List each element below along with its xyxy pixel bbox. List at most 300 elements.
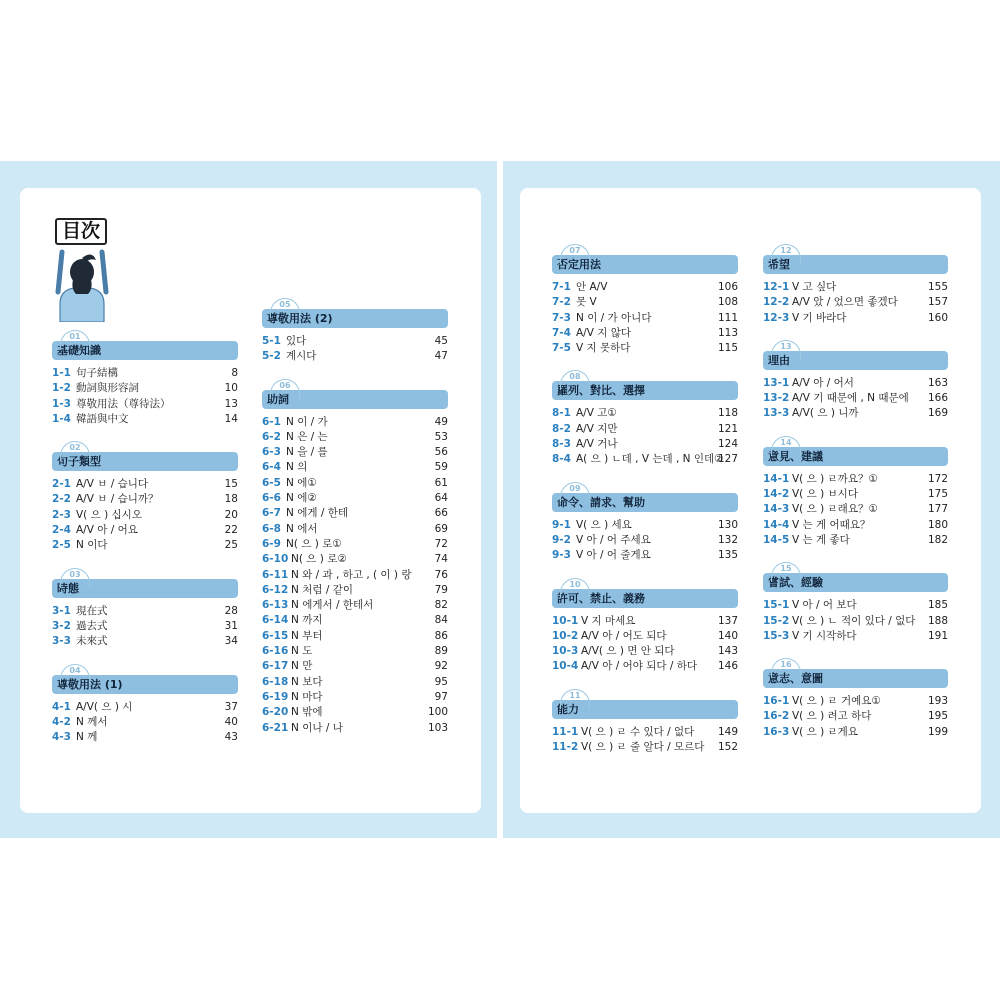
entry-page-number: 115 <box>717 342 738 355</box>
entry-number: 1-3 <box>52 397 71 410</box>
toc-entry[interactable] <box>763 502 948 517</box>
entry-number: 3-1 <box>52 604 71 617</box>
entry-number: 6-8 <box>262 522 281 535</box>
entry-title: N 이나 / 나 <box>291 721 343 734</box>
toc-entry[interactable] <box>552 295 738 310</box>
entry-number: 8-2 <box>552 422 571 435</box>
toc-entry[interactable] <box>262 613 448 628</box>
entry-title: N( 으 ) 로① <box>286 537 342 550</box>
toc-section <box>52 441 238 553</box>
entry-number: 10-4 <box>552 660 579 673</box>
entry-number: 6-5 <box>262 476 281 489</box>
entry-page-number: 15 <box>224 478 238 491</box>
toc-entry[interactable] <box>262 675 448 690</box>
entry-title: A( 으 ) ㄴ데 , V 는데 , N 인데② <box>576 453 724 466</box>
entry-title: V( 으 ) ㄹ 줄 알다 / 모르다 <box>581 741 705 754</box>
section-number-tab <box>771 244 801 255</box>
toc-entry[interactable] <box>763 472 948 487</box>
entry-page-number: 195 <box>927 710 948 723</box>
entry-title: A/V ㅂ / 습니까？ <box>76 493 159 506</box>
toc-entry[interactable] <box>763 629 948 644</box>
toc-entry[interactable] <box>262 644 448 659</box>
entry-title: 句子結構 <box>76 367 118 379</box>
entry-page-number: 135 <box>717 549 738 562</box>
entry-page-number: 56 <box>434 446 448 459</box>
entry-page-number: 92 <box>434 660 448 673</box>
entry-number: 16-2 <box>763 710 790 723</box>
entry-title: V 는 게 좋다 <box>792 533 850 546</box>
toc-entry[interactable] <box>262 598 448 613</box>
section-title: 希望 <box>763 255 948 274</box>
entry-title: N 만 <box>291 660 313 673</box>
toc-entry[interactable] <box>763 725 948 740</box>
toc-entry[interactable] <box>52 492 238 507</box>
toc-entry[interactable] <box>552 644 738 659</box>
entry-number: 7-2 <box>552 296 571 309</box>
entry-number: 4-3 <box>52 731 71 744</box>
entry-number: 6-6 <box>262 492 281 505</box>
section-number-tab <box>560 689 590 700</box>
entry-page-number: 166 <box>927 392 948 405</box>
entry-title: 尊敬用法（尊待法） <box>76 397 171 410</box>
entry-number: 6-17 <box>262 660 289 673</box>
toc-entry[interactable] <box>262 568 448 583</box>
toc-entry[interactable] <box>552 437 738 452</box>
entry-number: 12-1 <box>763 281 790 293</box>
toc-entry[interactable] <box>763 518 948 533</box>
section-title: 句子類型 <box>52 452 238 471</box>
toc-entry[interactable] <box>262 659 448 674</box>
entry-number: 11-1 <box>552 725 579 738</box>
entry-page-number: 66 <box>434 507 448 520</box>
entry-page-number: 199 <box>927 725 948 738</box>
entry-title: 現在式 <box>76 604 108 617</box>
entry-number: 2-3 <box>52 508 71 521</box>
entry-title: N 부터 <box>291 629 323 642</box>
toc-entry[interactable] <box>262 629 448 644</box>
entry-page-number: 172 <box>927 472 948 485</box>
entry-title: A/V 거나 <box>576 438 618 451</box>
toc-section <box>763 340 948 422</box>
toc-entry[interactable] <box>552 406 738 421</box>
entry-number: 7-3 <box>552 311 571 324</box>
entry-number: 10-3 <box>552 645 579 658</box>
entry-number: 6-9 <box>262 537 281 550</box>
section-number: 08 <box>569 372 581 382</box>
entry-page-number: 89 <box>434 645 448 658</box>
entry-number: 9-3 <box>552 549 571 562</box>
toc-column-left-2 <box>262 298 448 750</box>
section-number-tab <box>771 658 801 669</box>
toc-section <box>262 298 448 365</box>
section-number: 13 <box>780 341 792 351</box>
entry-title: N 도 <box>291 645 313 658</box>
toc-section <box>52 664 238 746</box>
entry-page-number: 175 <box>927 488 948 501</box>
entry-title: V 아 / 어 줄게요 <box>576 549 651 562</box>
toc-entry[interactable] <box>552 422 738 437</box>
entry-title: N 을 / 를 <box>286 446 328 459</box>
entry-title: A/V( 으 ) 시 <box>76 700 133 713</box>
section-items <box>262 334 448 365</box>
entry-page-number: 79 <box>434 583 448 596</box>
entry-number: 12-2 <box>763 296 790 309</box>
toc-entry[interactable] <box>763 709 948 724</box>
entry-page-number: 97 <box>434 690 448 703</box>
entry-title: N 이다 <box>76 539 108 552</box>
toc-entry[interactable] <box>262 552 448 567</box>
section-items <box>763 376 948 422</box>
entry-number: 11-2 <box>552 741 579 754</box>
toc-entry[interactable] <box>763 295 948 310</box>
entry-number: 7-1 <box>552 281 571 293</box>
entry-number: 3-2 <box>52 619 71 632</box>
entry-number: 14-4 <box>763 518 790 531</box>
section-title: 理由 <box>763 351 948 370</box>
entry-page-number: 40 <box>224 715 238 728</box>
entry-page-number: 193 <box>927 695 948 708</box>
toc-entry[interactable] <box>262 721 448 736</box>
entry-title: N 에서 <box>286 522 318 535</box>
entry-number: 1-2 <box>52 382 71 395</box>
entry-page-number: 191 <box>927 629 948 642</box>
toc-section <box>763 436 948 548</box>
toc-entry[interactable] <box>52 397 238 412</box>
entry-number: 1-4 <box>52 412 71 425</box>
entry-title: V 지 못하다 <box>576 342 631 355</box>
entry-number: 2-4 <box>52 524 71 537</box>
entry-page-number: 124 <box>717 438 738 451</box>
section-items <box>763 280 948 326</box>
section-items <box>552 280 738 356</box>
toc-entry[interactable] <box>52 477 238 492</box>
toc-entry[interactable] <box>52 700 238 715</box>
toc-entry[interactable] <box>52 366 238 381</box>
entry-number: 15-2 <box>763 614 790 627</box>
entry-number: 3-3 <box>52 635 71 648</box>
entry-page-number: 130 <box>717 518 738 531</box>
entry-number: 6-18 <box>262 675 289 688</box>
entry-number: 8-4 <box>552 453 571 466</box>
section-items <box>262 415 448 736</box>
entry-title: 안 A/V <box>576 281 608 293</box>
entry-number: 6-20 <box>262 706 289 719</box>
toc-entry[interactable] <box>52 508 238 523</box>
entry-title: V 기 시작하다 <box>792 629 857 642</box>
section-items <box>52 477 238 553</box>
toc-entry[interactable] <box>52 730 238 745</box>
entry-page-number: 111 <box>717 311 738 324</box>
entry-title: 韓語與中文 <box>76 412 129 425</box>
toc-section <box>552 578 738 675</box>
toc-entry[interactable] <box>52 538 238 553</box>
entry-title: A/V 아 / 어서 <box>792 376 854 389</box>
entry-title: V( 으 ) 려고 하다 <box>792 710 872 723</box>
toc-entry[interactable] <box>52 619 238 634</box>
section-number: 10 <box>569 579 581 589</box>
toc-entry[interactable] <box>52 523 238 538</box>
toc-entry[interactable] <box>552 725 738 740</box>
toc-entry[interactable] <box>552 326 738 341</box>
entry-page-number: 53 <box>434 430 448 443</box>
entry-title: 있다 <box>286 335 307 347</box>
entry-title: N 에게 / 한테 <box>286 507 348 520</box>
toc-entry[interactable] <box>552 280 738 295</box>
section-number: 07 <box>569 246 581 255</box>
section-number: 03 <box>69 569 81 579</box>
toc-entry[interactable] <box>552 452 738 467</box>
toc-entry[interactable] <box>262 583 448 598</box>
entry-title: N 밖에 <box>291 706 323 719</box>
toc-entry[interactable] <box>763 694 948 709</box>
entry-page-number: 163 <box>927 376 948 389</box>
entry-title: A/V 지 않다 <box>576 326 632 339</box>
entry-number: 15-1 <box>763 599 790 612</box>
section-title: 尊敬用法 (2) <box>262 309 448 328</box>
toc-entry[interactable] <box>262 506 448 521</box>
toc-entry[interactable] <box>262 415 448 430</box>
section-number-tab <box>771 436 801 447</box>
toc-entry[interactable] <box>552 341 738 356</box>
entry-title: V( 으 ) 십시오 <box>76 508 142 521</box>
section-number: 02 <box>69 443 81 453</box>
toc-entry[interactable] <box>262 349 448 364</box>
toc-entry[interactable] <box>262 705 448 720</box>
entry-page-number: 25 <box>224 539 238 552</box>
entry-title: V 는 게 어때요？ <box>792 518 871 531</box>
entry-title: N 에게서 / 한테서 <box>291 599 374 612</box>
entry-number: 6-21 <box>262 721 289 734</box>
entry-number: 1-1 <box>52 367 71 379</box>
toc-entry[interactable] <box>262 445 448 460</box>
entry-title: N 까지 <box>291 614 323 627</box>
toc-entry[interactable] <box>262 522 448 537</box>
entry-page-number: 177 <box>927 503 948 516</box>
toc-entry[interactable] <box>262 460 448 475</box>
entry-page-number: 121 <box>717 422 738 435</box>
entry-number: 13-2 <box>763 392 790 405</box>
section-number: 11 <box>569 690 581 700</box>
entry-title: V( 으 ) ㄴ 적이 있다 / 없다 <box>792 614 916 627</box>
toc-entry[interactable] <box>552 614 738 629</box>
section-number-tab <box>60 664 90 675</box>
entry-number: 2-2 <box>52 493 71 506</box>
entry-number: 12-3 <box>763 311 790 324</box>
toc-section <box>552 689 738 756</box>
entry-number: 6-2 <box>262 430 281 443</box>
entry-title: V 지 마세요 <box>581 614 636 627</box>
toc-entry[interactable] <box>763 376 948 391</box>
toc-entry[interactable] <box>552 629 738 644</box>
character-illustration <box>52 242 112 322</box>
entry-title: 過去式 <box>76 619 108 632</box>
entry-number: 9-2 <box>552 533 571 546</box>
entry-number: 16-3 <box>763 725 790 738</box>
entry-page-number: 8 <box>231 367 238 379</box>
toc-entry[interactable] <box>552 548 738 563</box>
entry-page-number: 74 <box>434 553 448 566</box>
section-title: 命令、請求、幫助 <box>552 493 738 512</box>
entry-title: N 이 / 가 <box>286 415 328 428</box>
toc-title: 目次 <box>55 218 107 245</box>
entry-page-number: 106 <box>717 281 738 293</box>
toc-section <box>552 244 738 356</box>
entry-page-number: 160 <box>927 311 948 324</box>
toc-entry[interactable] <box>763 280 948 295</box>
entry-number: 13-1 <box>763 376 790 389</box>
entry-page-number: 127 <box>717 453 738 466</box>
entry-page-number: 113 <box>717 326 738 339</box>
entry-number: 6-19 <box>262 690 289 703</box>
entry-page-number: 69 <box>434 522 448 535</box>
entry-number: 2-5 <box>52 539 71 552</box>
toc-entry[interactable] <box>52 604 238 619</box>
toc-section <box>52 330 238 427</box>
toc-section <box>763 658 948 740</box>
toc-entry[interactable] <box>763 311 948 326</box>
section-number-tab <box>771 562 801 573</box>
entry-title: A/V( 으 ) 면 안 되다 <box>581 645 675 658</box>
section-number-tab <box>560 370 590 381</box>
entry-title: V 아 / 어 주세요 <box>576 533 651 546</box>
entry-number: 6-7 <box>262 507 281 520</box>
entry-page-number: 140 <box>717 629 738 642</box>
entry-number: 6-10 <box>262 553 289 566</box>
entry-number: 6-4 <box>262 461 281 474</box>
entry-title: A/V 기 때문에 , N 때문에 <box>792 392 909 405</box>
toc-section <box>763 562 948 644</box>
entry-title: A/V 고① <box>576 407 617 420</box>
entry-page-number: 45 <box>434 335 448 347</box>
entry-number: 5-1 <box>262 335 281 347</box>
section-items <box>552 518 738 564</box>
toc-column-right-2 <box>763 244 948 754</box>
entry-title: N 의 <box>286 461 308 474</box>
entry-number: 14-2 <box>763 488 790 501</box>
entry-page-number: 100 <box>427 706 448 719</box>
entry-number: 10-1 <box>552 614 579 627</box>
section-items <box>552 614 738 675</box>
toc-entry[interactable] <box>552 740 738 755</box>
toc-entry[interactable] <box>52 715 238 730</box>
entry-title: N 보다 <box>291 675 323 688</box>
entry-title: A/V 아 / 어도 되다 <box>581 629 667 642</box>
entry-number: 6-3 <box>262 446 281 459</box>
section-title: 時態 <box>52 579 238 598</box>
section-items <box>763 598 948 644</box>
entry-title: 動詞與形容詞 <box>76 382 139 395</box>
toc-entry[interactable] <box>262 537 448 552</box>
section-number: 04 <box>69 665 81 675</box>
toc-entry[interactable] <box>262 430 448 445</box>
toc-entry[interactable] <box>552 311 738 326</box>
section-title: 基礎知識 <box>52 341 238 360</box>
entry-page-number: 132 <box>717 533 738 546</box>
entry-title: N 께 <box>76 731 98 744</box>
section-number-tab <box>560 578 590 589</box>
entry-page-number: 95 <box>434 675 448 688</box>
entry-page-number: 22 <box>224 524 238 537</box>
toc-entry[interactable] <box>552 518 738 533</box>
toc-entry[interactable] <box>262 334 448 349</box>
entry-number: 4-1 <box>52 700 71 713</box>
entry-number: 7-4 <box>552 326 571 339</box>
entry-number: 6-13 <box>262 599 289 612</box>
entry-number: 4-2 <box>52 715 71 728</box>
entry-number: 10-2 <box>552 629 579 642</box>
entry-page-number: 61 <box>434 476 448 489</box>
entry-title: V( 으 ) ㄹ게요 <box>792 725 858 738</box>
toc-entry[interactable] <box>552 659 738 674</box>
entry-title: 未來式 <box>76 635 108 648</box>
section-number-tab <box>60 441 90 452</box>
toc-entry[interactable] <box>262 690 448 705</box>
toc-entry[interactable] <box>262 476 448 491</box>
toc-entry[interactable] <box>763 406 948 421</box>
entry-page-number: 146 <box>717 660 738 673</box>
entry-title: A/V 아 / 어야 되다 / 하다 <box>581 660 698 673</box>
entry-number: 6-1 <box>262 415 281 428</box>
entry-number: 7-5 <box>552 342 571 355</box>
entry-number: 13-3 <box>763 407 790 420</box>
section-title: 尊敬用法 (1) <box>52 675 238 694</box>
toc-entry[interactable] <box>763 533 948 548</box>
entry-number: 14-3 <box>763 503 790 516</box>
entry-page-number: 59 <box>434 461 448 474</box>
section-number: 16 <box>780 660 792 670</box>
toc-entry[interactable] <box>763 598 948 613</box>
entry-page-number: 86 <box>434 629 448 642</box>
section-items <box>52 604 238 650</box>
toc-entry[interactable] <box>552 533 738 548</box>
entry-number: 5-2 <box>262 350 281 363</box>
section-items <box>763 694 948 740</box>
entry-number: 6-15 <box>262 629 289 642</box>
toc-entry[interactable] <box>52 412 238 427</box>
entry-title: 계시다 <box>286 350 317 363</box>
entry-number: 14-5 <box>763 533 790 546</box>
section-number: 15 <box>780 564 792 574</box>
entry-title: N 에② <box>286 492 317 505</box>
entry-page-number: 182 <box>927 533 948 546</box>
toc-entry[interactable] <box>262 491 448 506</box>
entry-page-number: 49 <box>434 415 448 428</box>
entry-page-number: 188 <box>927 614 948 627</box>
toc-entry[interactable] <box>763 614 948 629</box>
entry-title: N 처럼 / 같이 <box>291 583 353 596</box>
section-title: 意志、意圖 <box>763 669 948 688</box>
entry-page-number: 64 <box>434 492 448 505</box>
entry-number: 2-1 <box>52 478 71 491</box>
entry-title: N 이 / 가 아니다 <box>576 311 652 324</box>
toc-entry[interactable] <box>52 634 238 649</box>
section-number-tab <box>60 568 90 579</box>
toc-entry[interactable] <box>763 391 948 406</box>
section-title: 否定用法 <box>552 255 738 274</box>
entry-title: V( 으 ) ㄹ 거예요① <box>792 695 881 708</box>
toc-section <box>552 370 738 467</box>
entry-page-number: 169 <box>927 407 948 420</box>
entry-page-number: 14 <box>224 412 238 425</box>
entry-title: A/V ㅂ / 습니다 <box>76 478 149 491</box>
toc-section <box>52 568 238 650</box>
entry-title: N 마다 <box>291 690 323 703</box>
entry-number: 6-14 <box>262 614 289 627</box>
entry-page-number: 82 <box>434 599 448 612</box>
entry-page-number: 20 <box>224 508 238 521</box>
toc-entry[interactable] <box>763 487 948 502</box>
toc-entry[interactable] <box>52 381 238 396</box>
